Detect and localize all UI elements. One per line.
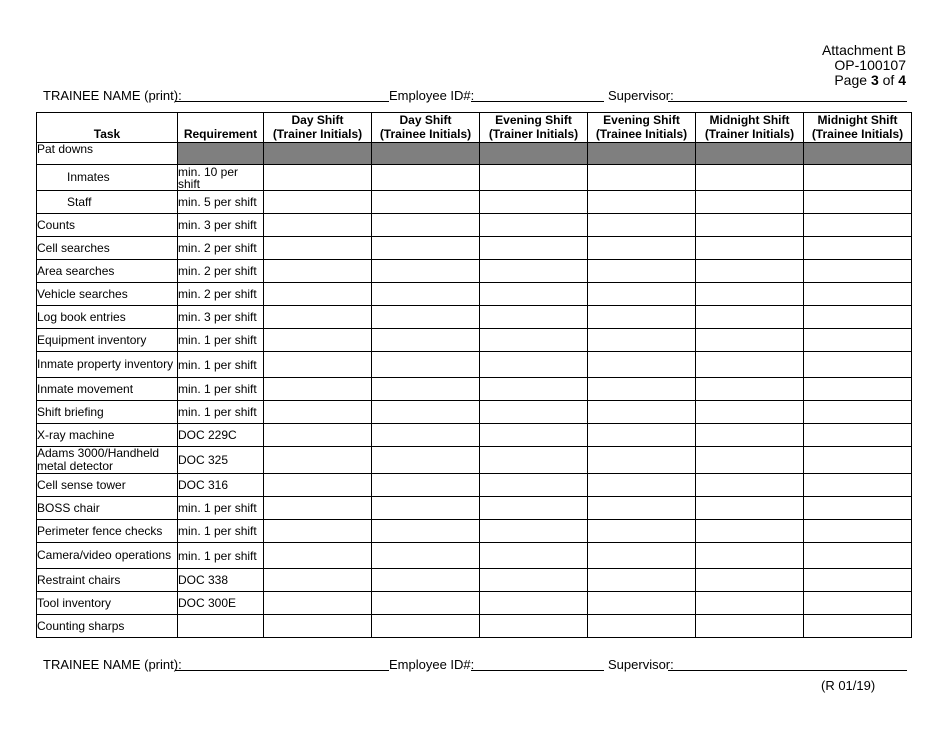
initials-cell[interactable]	[696, 260, 804, 283]
task-cell: Perimeter fence checks	[37, 520, 178, 543]
table-row	[37, 474, 912, 497]
initials-cell[interactable]	[804, 520, 912, 543]
task-cell: Adams 3000/Handheld metal detector	[37, 447, 178, 474]
task-cell: Counting sharps	[37, 615, 178, 638]
initials-cell[interactable]	[264, 260, 372, 283]
initials-cell[interactable]	[480, 474, 588, 497]
column-header-title: Day Shift	[291, 113, 344, 127]
initials-cell[interactable]	[696, 352, 804, 378]
initials-cell[interactable]	[804, 306, 912, 329]
initials-cell[interactable]	[696, 401, 804, 424]
initials-cell[interactable]	[804, 543, 912, 569]
initials-cell[interactable]	[372, 401, 480, 424]
initials-cell[interactable]	[264, 237, 372, 260]
initials-cell[interactable]	[372, 260, 480, 283]
initials-cell[interactable]	[264, 329, 372, 352]
task-cell: X-ray machine	[37, 424, 178, 447]
initials-cell[interactable]	[264, 447, 372, 474]
table-row	[37, 143, 912, 165]
table-row	[37, 214, 912, 237]
task-cell: Log book entries	[37, 306, 178, 329]
initials-cell[interactable]	[588, 283, 696, 306]
employee-id-field[interactable]	[471, 101, 604, 102]
training-checklist-table	[36, 112, 912, 638]
task-cell: Camera/video operations	[37, 543, 178, 569]
requirement-cell: min. 1 per shift	[178, 352, 264, 378]
table-row	[37, 592, 912, 615]
column-header-title: Requirement	[183, 127, 258, 141]
initials-cell[interactable]	[480, 306, 588, 329]
initials-cell[interactable]	[696, 283, 804, 306]
initials-cell[interactable]	[372, 378, 480, 401]
requirement-cell	[178, 615, 264, 638]
initials-cell[interactable]	[372, 214, 480, 237]
initials-cell[interactable]	[372, 520, 480, 543]
task-cell: BOSS chair	[37, 497, 178, 520]
requirement-cell: DOC 229C	[178, 424, 264, 447]
task-cell: Cell searches	[37, 237, 178, 260]
initials-cell[interactable]	[480, 424, 588, 447]
initials-cell[interactable]	[264, 352, 372, 378]
table-row	[37, 424, 912, 447]
initials-cell[interactable]	[588, 569, 696, 592]
initials-cell[interactable]	[372, 592, 480, 615]
initials-cell[interactable]	[480, 569, 588, 592]
requirement-cell: min. 1 per shift	[178, 378, 264, 401]
initials-cell[interactable]	[804, 260, 912, 283]
task-cell: Vehicle searches	[37, 283, 178, 306]
table-row	[37, 237, 912, 260]
initials-cell[interactable]	[372, 191, 480, 214]
column-header-subtitle: (Trainer Initials)	[704, 127, 795, 141]
initials-cell[interactable]	[264, 283, 372, 306]
revision-code: (R 01/19)	[821, 678, 876, 693]
requirement-cell: min. 1 per shift	[178, 497, 264, 520]
initials-cell[interactable]	[480, 214, 588, 237]
column-header-title: Evening Shift	[603, 113, 680, 127]
initials-cell[interactable]	[696, 497, 804, 520]
initials-cell	[480, 143, 588, 165]
initials-cell[interactable]	[264, 615, 372, 638]
initials-cell[interactable]	[372, 569, 480, 592]
initials-cell[interactable]	[264, 520, 372, 543]
initials-cell[interactable]	[372, 283, 480, 306]
initials-cell[interactable]	[372, 497, 480, 520]
task-cell: Staff	[37, 191, 178, 214]
supervisor-label: Supervisor:	[608, 88, 674, 103]
initials-cell[interactable]	[264, 214, 372, 237]
initials-cell[interactable]	[588, 260, 696, 283]
initials-cell[interactable]	[372, 615, 480, 638]
doc-number: OP-100107	[834, 57, 906, 73]
trainee-name-label: TRAINEE NAME (print):	[43, 657, 182, 672]
initials-cell[interactable]	[696, 447, 804, 474]
initials-cell[interactable]	[480, 191, 588, 214]
page-prefix: Page	[834, 72, 871, 88]
task-cell: Restraint chairs	[37, 569, 178, 592]
initials-cell[interactable]	[804, 424, 912, 447]
initials-cell[interactable]	[696, 569, 804, 592]
initials-cell[interactable]	[588, 424, 696, 447]
trainee-name-label: TRAINEE NAME (print):	[43, 88, 182, 103]
trainee-info-bottom	[43, 657, 907, 675]
task-cell: Inmate property inventory	[37, 352, 178, 378]
initials-cell[interactable]	[588, 306, 696, 329]
initials-cell[interactable]	[372, 543, 480, 569]
requirement-cell: min. 1 per shift	[178, 520, 264, 543]
column-header-title: Midnight Shift	[709, 113, 790, 127]
table-row	[37, 497, 912, 520]
requirement-cell: DOC 316	[178, 474, 264, 497]
initials-cell	[696, 143, 804, 165]
initials-cell[interactable]	[264, 424, 372, 447]
task-cell: Inmate movement	[37, 378, 178, 401]
column-header	[264, 113, 372, 143]
page-number	[822, 73, 906, 88]
table-row	[37, 165, 912, 191]
initials-cell[interactable]	[696, 520, 804, 543]
trainee-name-field[interactable]	[175, 670, 389, 671]
initials-cell[interactable]	[264, 306, 372, 329]
column-header-subtitle: (Trainer Initials)	[488, 127, 579, 141]
initials-cell[interactable]	[264, 569, 372, 592]
table-row	[37, 283, 912, 306]
requirement-cell: DOC 325	[178, 447, 264, 474]
column-header-subtitle: (Trainee Initials)	[811, 127, 904, 141]
initials-cell[interactable]	[480, 260, 588, 283]
initials-cell[interactable]	[696, 378, 804, 401]
initials-cell[interactable]	[804, 214, 912, 237]
initials-cell[interactable]	[588, 497, 696, 520]
initials-cell[interactable]	[588, 615, 696, 638]
requirement-cell: min. 2 per shift	[178, 237, 264, 260]
column-header-subtitle: (Trainer Initials)	[272, 127, 363, 141]
table-row	[37, 615, 912, 638]
initials-cell[interactable]	[804, 569, 912, 592]
employee-id-label: Employee ID#:	[389, 88, 475, 103]
table-row	[37, 520, 912, 543]
initials-cell[interactable]	[804, 615, 912, 638]
initials-cell[interactable]	[588, 543, 696, 569]
initials-cell[interactable]	[264, 378, 372, 401]
initials-cell[interactable]	[804, 401, 912, 424]
employee-id-field[interactable]	[471, 670, 604, 671]
supervisor-label: Supervisor:	[608, 657, 674, 672]
employee-id-label: Employee ID#:	[389, 657, 475, 672]
initials-cell[interactable]	[372, 237, 480, 260]
initials-cell[interactable]	[480, 497, 588, 520]
column-header-subtitle: (Trainee Initials)	[595, 127, 688, 141]
task-cell: Pat downs	[37, 143, 178, 165]
trainee-name-field[interactable]	[175, 101, 389, 102]
column-header	[588, 113, 696, 143]
column-header-title: Midnight Shift	[817, 113, 898, 127]
initials-cell[interactable]	[480, 615, 588, 638]
initials-cell[interactable]	[372, 352, 480, 378]
initials-cell[interactable]	[480, 237, 588, 260]
initials-cell	[372, 143, 480, 165]
initials-cell	[804, 143, 912, 165]
initials-cell[interactable]	[480, 592, 588, 615]
initials-cell[interactable]	[372, 329, 480, 352]
initials-cell[interactable]	[804, 497, 912, 520]
initials-cell	[588, 143, 696, 165]
initials-cell[interactable]	[696, 592, 804, 615]
initials-cell[interactable]	[264, 401, 372, 424]
requirement-cell: DOC 300E	[178, 592, 264, 615]
initials-cell[interactable]	[696, 165, 804, 191]
initials-cell[interactable]	[372, 165, 480, 191]
initials-cell[interactable]	[372, 424, 480, 447]
initials-cell[interactable]	[804, 474, 912, 497]
column-header	[480, 113, 588, 143]
initials-cell[interactable]	[588, 401, 696, 424]
attachment-label: Attachment B	[821, 42, 906, 58]
table-row	[37, 306, 912, 329]
initials-cell[interactable]	[696, 237, 804, 260]
initials-cell[interactable]	[264, 474, 372, 497]
initials-cell[interactable]	[588, 520, 696, 543]
initials-cell[interactable]	[696, 615, 804, 638]
table-body	[37, 143, 912, 638]
requirement-cell: min. 2 per shift	[178, 283, 264, 306]
initials-cell[interactable]	[696, 329, 804, 352]
task-cell: Cell sense tower	[37, 474, 178, 497]
initials-cell[interactable]	[480, 283, 588, 306]
initials-cell[interactable]	[480, 329, 588, 352]
table-row	[37, 447, 912, 474]
initials-cell[interactable]	[804, 329, 912, 352]
requirement-cell	[178, 143, 264, 165]
column-header-title: Day Shift	[399, 113, 452, 127]
column-header-title: Task	[93, 127, 121, 141]
requirement-cell: min. 2 per shift	[178, 260, 264, 283]
requirement-cell: min. 1 per shift	[178, 329, 264, 352]
task-cell: Equipment inventory	[37, 329, 178, 352]
initials-cell[interactable]	[804, 283, 912, 306]
page-of: of	[878, 72, 899, 88]
table-row	[37, 543, 912, 569]
supervisor-field[interactable]	[668, 101, 907, 102]
task-cell: Inmates	[37, 165, 178, 191]
initials-cell[interactable]	[372, 306, 480, 329]
column-header-subtitle: (Trainee Initials)	[379, 127, 472, 141]
column-header	[178, 113, 264, 143]
table-row	[37, 352, 912, 378]
initials-cell[interactable]	[588, 352, 696, 378]
page-current: 3	[870, 72, 879, 88]
initials-cell[interactable]	[480, 401, 588, 424]
requirement-cell: min. 5 per shift	[178, 191, 264, 214]
initials-cell[interactable]	[264, 543, 372, 569]
initials-cell[interactable]	[804, 237, 912, 260]
task-cell: Area searches	[37, 260, 178, 283]
initials-cell[interactable]	[480, 543, 588, 569]
requirement-cell: min. 3 per shift	[178, 306, 264, 329]
requirement-cell: min. 3 per shift	[178, 214, 264, 237]
requirement-cell: min. 1 per shift	[178, 543, 264, 569]
initials-cell[interactable]	[264, 497, 372, 520]
initials-cell[interactable]	[264, 592, 372, 615]
initials-cell[interactable]	[804, 592, 912, 615]
initials-cell[interactable]	[480, 165, 588, 191]
page-total: 4	[898, 72, 906, 88]
requirement-cell: min. 1 per shift	[178, 401, 264, 424]
table-row	[37, 191, 912, 214]
initials-cell[interactable]	[480, 520, 588, 543]
task-cell: Counts	[37, 214, 178, 237]
initials-cell[interactable]	[696, 306, 804, 329]
column-header	[804, 113, 912, 143]
initials-cell[interactable]	[480, 352, 588, 378]
initials-cell[interactable]	[804, 352, 912, 378]
initials-cell[interactable]	[588, 165, 696, 191]
table-row	[37, 401, 912, 424]
initials-cell	[264, 143, 372, 165]
initials-cell[interactable]	[588, 237, 696, 260]
initials-cell[interactable]	[588, 214, 696, 237]
initials-cell[interactable]	[804, 378, 912, 401]
initials-cell[interactable]	[588, 329, 696, 352]
column-header	[37, 113, 178, 143]
initials-cell[interactable]	[696, 191, 804, 214]
initials-cell[interactable]	[372, 474, 480, 497]
initials-cell[interactable]	[264, 165, 372, 191]
table-row	[37, 378, 912, 401]
initials-cell[interactable]	[696, 214, 804, 237]
column-header	[696, 113, 804, 143]
initials-cell[interactable]	[588, 447, 696, 474]
table-row	[37, 329, 912, 352]
initials-cell[interactable]	[588, 378, 696, 401]
initials-cell[interactable]	[588, 191, 696, 214]
initials-cell[interactable]	[696, 424, 804, 447]
column-header	[372, 113, 480, 143]
table-row	[37, 569, 912, 592]
initials-cell[interactable]	[264, 191, 372, 214]
initials-cell[interactable]	[480, 378, 588, 401]
trainee-info-top	[43, 88, 907, 106]
table-header-row	[37, 113, 912, 143]
initials-cell[interactable]	[372, 447, 480, 474]
initials-cell[interactable]	[696, 474, 804, 497]
initials-cell[interactable]	[804, 447, 912, 474]
document-header	[822, 43, 906, 88]
requirement-cell: DOC 338	[178, 569, 264, 592]
task-cell: Shift briefing	[37, 401, 178, 424]
initials-cell[interactable]	[696, 543, 804, 569]
task-cell: Tool inventory	[37, 592, 178, 615]
supervisor-field[interactable]	[668, 670, 907, 671]
initials-cell[interactable]	[588, 474, 696, 497]
initials-cell[interactable]	[804, 165, 912, 191]
requirement-cell: min. 10 per shift	[178, 165, 264, 191]
initials-cell[interactable]	[480, 447, 588, 474]
initials-cell[interactable]	[804, 191, 912, 214]
initials-cell[interactable]	[588, 592, 696, 615]
column-header-title: Evening Shift	[495, 113, 572, 127]
table-row	[37, 260, 912, 283]
